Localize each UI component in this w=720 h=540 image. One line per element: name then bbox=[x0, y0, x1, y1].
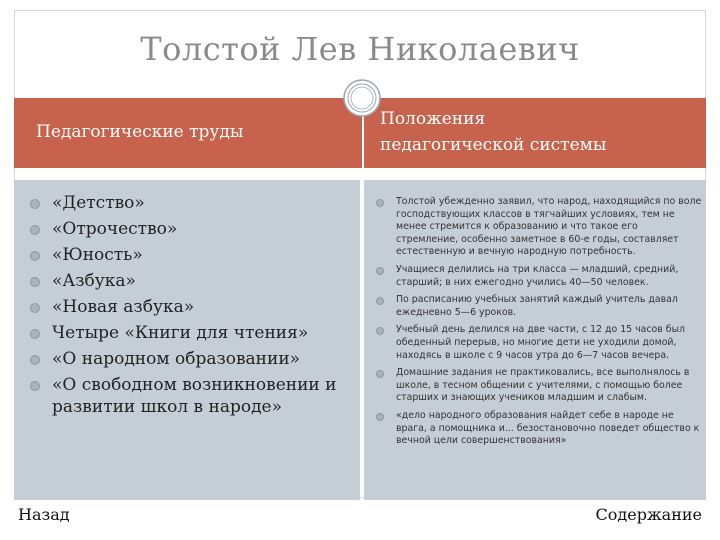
list-item: По расписанию учебных занятий каждый учитель давал ежедневно 5—6 уроков. bbox=[372, 294, 702, 319]
bullet-icon bbox=[30, 251, 40, 261]
bullet-icon bbox=[376, 297, 384, 305]
slide-title: Толстой Лев Николаевич bbox=[140, 30, 580, 68]
list-item: «О свободном возникновении и развитии школ в народе» bbox=[24, 374, 354, 418]
list-item: «Юность» bbox=[24, 244, 354, 266]
right-header-line-1: Положения bbox=[380, 109, 486, 129]
list-item: «Новая азбука» bbox=[24, 296, 354, 318]
bullet-icon bbox=[30, 381, 40, 391]
list-item: Толстой убежденно заявил, что народ, находящийся по воле господствующих классов в тягчайших условиях, тем не менее стремится к образованию и что такое его стремление, особенно заметное в 60-е годы, составляет естественную и вечную народную потребность. bbox=[372, 196, 702, 259]
bullet-icon bbox=[376, 327, 384, 335]
circle-ornament-icon bbox=[342, 78, 382, 118]
list-item: Домашние задания не практиковались, все выполнялось в школе, в тесном общении с учителями, с помощью более старших и знающих учеников младшим и слабым. bbox=[372, 367, 702, 405]
list-item: «Азбука» bbox=[24, 270, 354, 292]
bullet-icon bbox=[376, 199, 384, 207]
bullet-icon bbox=[30, 329, 40, 339]
back-link[interactable]: Назад bbox=[18, 505, 70, 524]
bullet-icon bbox=[376, 267, 384, 275]
bullet-icon bbox=[30, 277, 40, 287]
system-points-list bbox=[372, 196, 702, 453]
right-column-header bbox=[380, 106, 606, 158]
right-header-line-2: педагогической системы bbox=[380, 135, 607, 155]
bullet-icon bbox=[376, 370, 384, 378]
list-item: «дело народного образования найдет себе в народе не врага, а помощника и... безостановочно поведет общество к вечной цели совершенствования» bbox=[372, 410, 702, 448]
list-item: Учебный день делился на две части, с 12 до 15 часов был обеденный перерыв, но многие дети не уходили домой, находясь в школе с 9 часов утра до 6—7 часов вечера. bbox=[372, 324, 702, 362]
bullet-icon bbox=[30, 303, 40, 313]
left-column-header: Педагогические труды bbox=[36, 122, 244, 142]
list-item: «Отрочество» bbox=[24, 218, 354, 240]
bullet-icon bbox=[30, 355, 40, 365]
contents-link[interactable]: Содержание bbox=[595, 505, 702, 524]
list-item: Четыре «Книги для чтения» bbox=[24, 322, 354, 344]
list-item: «О народном образовании» bbox=[24, 348, 354, 370]
list-item: «Детство» bbox=[24, 192, 354, 214]
bullet-icon bbox=[376, 413, 384, 421]
column-separator bbox=[361, 168, 362, 500]
bullet-icon bbox=[30, 225, 40, 235]
list-item: Учащиеся делились на три класса — младший, средний, старший; в них ежегодно учились 40—50 человек. bbox=[372, 264, 702, 289]
works-list bbox=[24, 192, 354, 422]
bullet-icon bbox=[30, 199, 40, 209]
